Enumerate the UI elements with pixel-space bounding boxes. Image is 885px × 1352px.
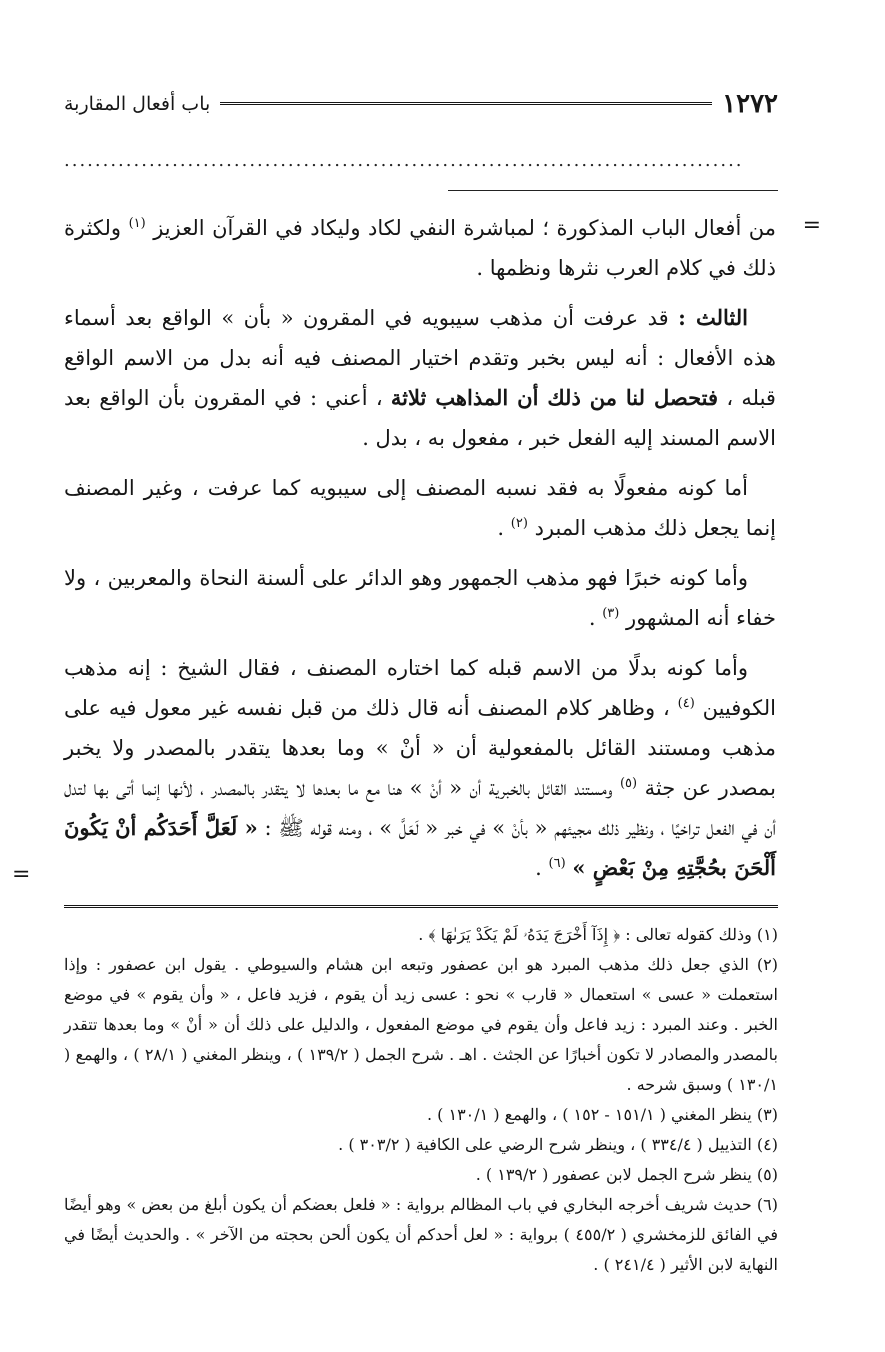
continuation-mark-bottom: = [12, 862, 31, 887]
footnote-3: (٣) ينظر المغني ( ١٥١/١ - ١٥٢ ) ، والهمع ( ١٣٠/١ ) . [426, 1105, 778, 1124]
footnotes [64, 920, 778, 1280]
footnote-ref-6: (٦) [548, 856, 566, 871]
footnote-5: (٥) ينظر شرح الجمل لابن عصفور ( ١٣٩/٢ ) . [475, 1165, 778, 1184]
main-text [64, 208, 776, 898]
footnote-ref-4: (٤) [677, 696, 695, 711]
footnote-ref-1: (١) [128, 216, 146, 231]
footnote-2: (٢) الذي جعل ذلك مذهب المبرد هو ابن عصفور وتبعه ابن هشام والسيوطي . يقول ابن عصفور : وإذا استعملت « عسى » استعمال « قارب » نحو : عسى زيد أن يقوم ، فزيد فاعل ، « وأن يقوم » في موضع الخبر . وعند المبرد : زيد فاعل وأن يقوم في موضع المفعول ، والدليل على ذلك أن « أنْ » وما بعدها تتقدر بالمصدر والمصادر لا تكون أخبارًا عن الجثث . اهـ . شرح الجمل ( ١٣٩/٢ ) ، وينظر المغني ( ٢٨/١ ) ، والهمع ( ١٣٠/١ ) وسبق شرحه . [64, 955, 778, 1094]
footnote-ref-5: (٥) [619, 776, 638, 791]
footnote-4: (٤) التذييل ( ٣٣٤/٤ ) ، وينظر شرح الرضي على الكافية ( ٣٠٣/٢ ) . [338, 1135, 778, 1154]
footnote-rule [64, 905, 778, 908]
chapter-title: باب أفعال المقاربة [64, 93, 211, 115]
bold-phrase: فتحصل لنا من ذلك أن المذاهب ثلاثة [390, 385, 719, 410]
dotted-separator: ........................................................................................ [64, 150, 744, 171]
paragraph-5: وأما كونه بدلًا من الاسم قبله كما اختاره المصنف ، فقال الشيخ : إنه مذهب الكوفيين $^{(٤)}$ ، وظاهر كلام المصنف أنه قال ذلك من قبل نفسه غير معول فيه على مذهب ومستند القائل بالمفعولية أن « أنْ » وما بعدها يتقدر بالمصدر ولا يخبر بمصدر عن جثة $^{(٥)}$ ومستند القائل بالخبرية أن « أنْ » هنا مع ما بعدها لا يتقدر بالمصدر ، لأنها إنما أتى بها لتدل أن في الفعل تراخيًا ، ونظير ذلك مجيئهم « بأنْ » في خبر « لَعَلَّ » ، ومنه قوله ﷺ : « لَعَلَّ أَحَدَكُم أنْ يَكُونَ أَلْحَنَ بحُجَّتِهِ مِنْ بَعْضٍ » $^{(٦)}$ . [64, 656, 776, 880]
paragraph-1: من أفعال الباب المذكورة ؛ لمباشرة النفي لكاد وليكاد في القرآن العزيز $^{(١)}$ ولكثرة ذلك في كلام العرب نثرها ونظمها . [64, 216, 777, 280]
page-header [64, 86, 778, 122]
section-lead: الثالث : [678, 305, 748, 330]
header-rule [220, 102, 712, 107]
hadith-quote: « لَعَلَّ أَحَدَكُم أنْ يَكُونَ أَلْحَنَ بحُجَّتِهِ مِنْ بَعْضٍ » [64, 815, 776, 880]
footnote-ref-3: (٣) [602, 606, 620, 621]
paragraph-4: وأما كونه خبرًا فهو مذهب الجمهور وهو الدائر على ألسنة النحاة والمعربين ، ولا خفاء أنه المشهور $^{(٣)}$ . [64, 566, 776, 630]
footnote-6: (٦) حديث شريف أخرجه البخاري في باب المظالم برواية : « فلعل بعضكم أن يكون أبلغ من بعض » وهو أيضًا في الفائق للزمخشري ( ٤٥٥/٢ ) برواية : « لعل أحدكم أن يكون ألحن بحجته من الآخر » . والحديث أيضًا في النهاية لابن الأثير ( ٢٤١/٤ ) . [64, 1195, 778, 1274]
paragraph-3: أما كونه مفعولًا به فقد نسبه المصنف إلى سيبويه كما عرفت ، وغير المصنف إنما يجعل ذلك مذهب المبرد $^{(٢)}$ . [64, 476, 776, 540]
top-rule [448, 190, 778, 191]
footnote-1: (١) وذلك كقوله تعالى : ﴿ إِذَآ أَخْرَجَ يَدَهُۥ لَمْ يَكَدْ يَرَىٰهَا ﴾ . [418, 925, 778, 944]
paragraph-2: الثالث : قد عرفت أن مذهب سيبويه في المقرون « بأن » الواقع بعد أسماء هذه الأفعال : أنه ليس بخبر وتقدم اختيار المصنف فيه أنه بدل من الاسم الواقع قبله ، فتحصل لنا من ذلك أن المذاهب ثلاثة ، أعني : في المقرون بأن الواقع بعد الاسم المسند إليه الفعل خبر ، مفعول به ، بدل . [64, 305, 776, 450]
continuation-mark-top: = [802, 213, 821, 238]
page-number: ١٢٧٢ [722, 89, 778, 119]
footnote-ref-2: (٢) [510, 516, 528, 531]
